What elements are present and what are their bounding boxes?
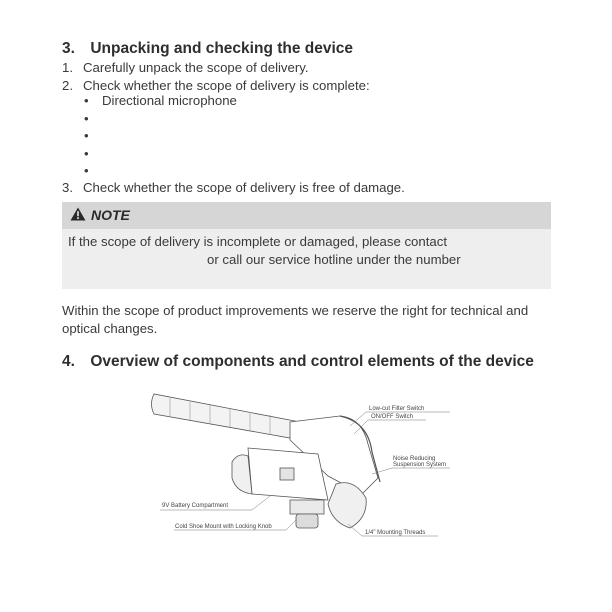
bullet-glyph: • [84,93,89,108]
microphone-diagram [140,382,480,552]
improvements-paragraph: Within the scope of product improvements we reserve the right for technical and optical changes. [62,303,529,336]
label-on-off-switch: ON/OFF Switch [371,414,414,420]
note-header [62,202,551,229]
note-title [70,207,130,223]
list-item [84,162,237,180]
section-3-number: 3. [62,40,75,57]
section-3-title: Unpacking and checking the device [90,40,354,57]
note-text-line-1: If the scope of delivery is incomplete or damaged, please contact [68,234,447,249]
step-1 [62,59,370,77]
step-text: Check whether the scope of delivery is free of damage. [83,180,405,195]
list-item [84,127,237,145]
list-item [84,110,237,128]
label-battery-compartment: 9V Battery Compartment [162,503,229,509]
list-item [84,145,237,163]
label-mounting-threads: 1/4" Mounting Threads [365,530,426,536]
label-suspension-system: Suspension System [393,462,447,468]
section-3-heading [62,40,353,58]
bullet-glyph: • [84,163,89,178]
bullet-glyph: • [84,110,89,126]
step-text: Carefully unpack the scope of delivery. [83,60,309,75]
warning-icon [70,207,86,221]
step-3 [62,180,405,195]
section-4-number: 4. [62,353,75,370]
section-4-title: Overview of components and control elements of the device [90,353,534,370]
step-number: 3. [62,180,73,195]
bullet-glyph: • [84,145,89,161]
note-title-text: NOTE [91,207,130,223]
steps-list [62,59,370,94]
label-noise-reducing: Noise Reducing [393,456,436,462]
label-lowcut-filter-switch: Low-cut Filter Switch [369,406,425,412]
label-cold-shoe-mount: Cold Shoe Mount with Locking Knob [175,524,272,530]
step-number: 2. [62,77,73,93]
bullet-glyph: • [84,128,89,143]
note-body [62,229,551,289]
step-text: Check whether the scope of delivery is complete: [83,77,370,93]
list-item [84,92,237,110]
section-4-heading [62,353,534,371]
delivery-items-list [84,92,237,180]
note-text-line-2: or call our service hotline under the number [207,252,461,267]
list-item-text: Directional microphone [102,93,237,108]
step-number: 1. [62,60,73,75]
